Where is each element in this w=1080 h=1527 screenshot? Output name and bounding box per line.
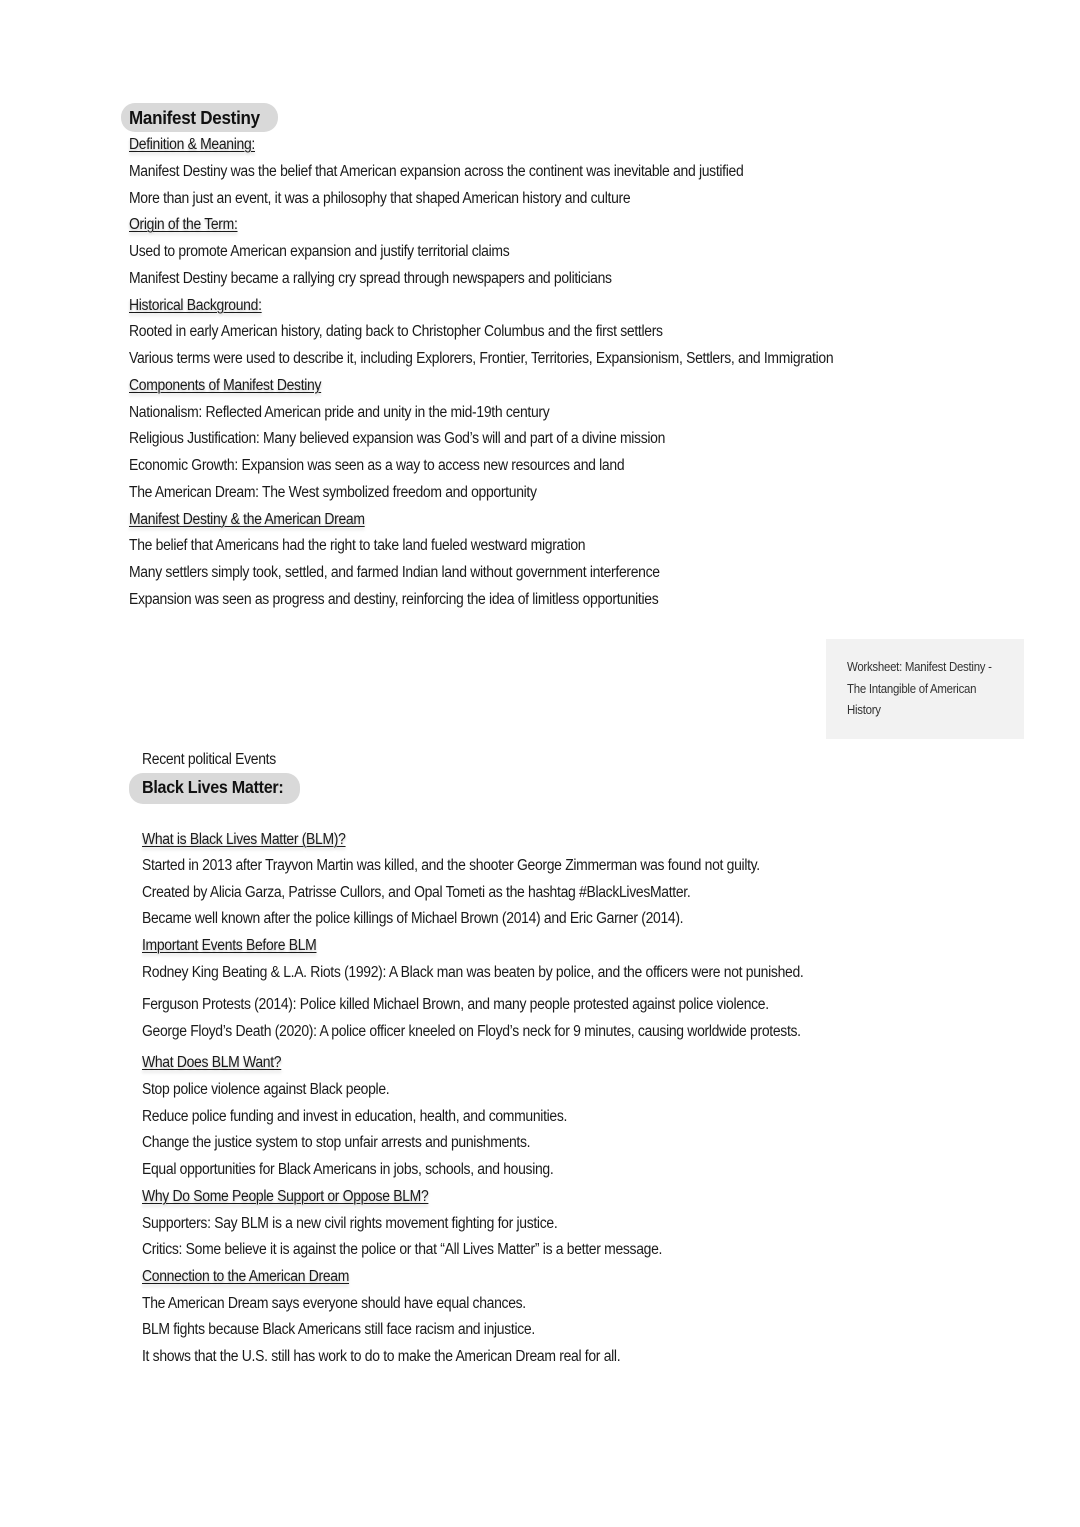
note-line: Equal opportunities for Black Americans in jobs, schools, and housing.	[142, 1161, 554, 1178]
note-line: Reduce police funding and invest in education, health, and communities.	[142, 1108, 568, 1125]
note-line: Started in 2013 after Trayvon Martin was killed, and the shooter George Zimmerman was found not guilty.	[142, 857, 760, 874]
section-heading: Why Do Some People Support or Oppose BLM?	[142, 1188, 429, 1205]
section-heading: Origin of the Term:	[129, 216, 238, 234]
note-line: It shows that the U.S. still has work to do to make the American Dream real for all.	[142, 1348, 621, 1365]
note-line: Became well known after the police killings of Michael Brown (2014) and Eric Garner (2014).	[142, 910, 684, 927]
note-line: Manifest Destiny was the belief that American expansion across the continent was inevitable and justified	[129, 162, 744, 180]
section-heading: Connection to the American Dream	[142, 1268, 350, 1285]
manifest-title: Manifest Destiny	[129, 107, 260, 128]
worksheet-note-line: The Intangible of American	[847, 680, 977, 696]
section-heading: Historical Background:	[129, 296, 262, 314]
section-heading: Definition & Meaning:	[129, 136, 255, 153]
section-heading: What Does BLM Want?	[142, 1054, 282, 1071]
note-line: Various terms were used to describe it, including Explorers, Frontier, Territories, Expansionism, Settlers, and Immigration	[129, 350, 834, 367]
note-line: Used to promote American expansion and justify territorial claims	[129, 243, 510, 260]
note-line: Religious Justification: Many believed expansion was God’s will and part of a divine mission	[129, 430, 666, 448]
note-line: George Floyd’s Death (2020): A police officer kneeled on Floyd’s neck for 9 minutes, causing worldwide protests.	[142, 1023, 801, 1040]
worksheet-note-card	[826, 639, 1024, 739]
note-line: Nationalism: Reflected American pride and unity in the mid-19th century	[129, 403, 550, 421]
note-line: Supporters: Say BLM is a new civil rights movement fighting for justice.	[142, 1215, 558, 1232]
worksheet-note-line: History	[847, 702, 881, 717]
worksheet-note-line: Worksheet: Manifest Destiny -	[847, 659, 992, 674]
note-line: BLM fights because Black Americans still face racism and injustice.	[142, 1321, 535, 1338]
recent-events-label: Recent political Events	[142, 751, 276, 768]
note-line: Rodney King Beating & L.A. Riots (1992): A Black man was beaten by police, and the officers were not punished.	[142, 964, 804, 981]
section-heading: Important Events Before BLM	[142, 937, 317, 954]
section-heading: What is Black Lives Matter (BLM)?	[142, 831, 346, 848]
note-line: Expansion was seen as progress and destiny, reinforcing the idea of limitless opportunities	[129, 590, 659, 608]
note-line: Economic Growth: Expansion was seen as a way to access new resources and land	[129, 457, 625, 474]
note-line: Ferguson Protests (2014): Police killed Michael Brown, and many people protested against police violence.	[142, 996, 769, 1013]
note-line: Rooted in early American history, dating back to Christopher Columbus and the first settlers	[129, 323, 663, 341]
note-line: The belief that Americans had the right to take land fueled westward migration	[129, 537, 586, 555]
worksheet-note-text	[847, 656, 1023, 721]
note-line: Manifest Destiny became a rallying cry spread through newspapers and politicians	[129, 269, 612, 287]
note-line: More than just an event, it was a philosophy that shaped American history and culture	[129, 189, 631, 207]
note-line: Critics: Some believe it is against the police or that “All Lives Matter” is a better message.	[142, 1241, 663, 1258]
note-line: Change the justice system to stop unfair arrests and punishments.	[142, 1134, 531, 1151]
note-line: Stop police violence against Black people.	[142, 1081, 390, 1098]
blm-title: Black Lives Matter:	[142, 777, 284, 797]
section-heading: Components of Manifest Destiny	[129, 376, 322, 394]
section-heading: Manifest Destiny & the American Dream	[129, 510, 365, 528]
note-line: The American Dream says everyone should have equal chances.	[142, 1295, 526, 1312]
note-line: Many settlers simply took, settled, and farmed Indian land without government interference	[129, 564, 660, 581]
note-line: Created by Alicia Garza, Patrisse Cullors, and Opal Tometi as the hashtag #BlackLivesMatter.	[142, 884, 691, 901]
note-line: The American Dream: The West symbolized freedom and opportunity	[129, 483, 537, 501]
